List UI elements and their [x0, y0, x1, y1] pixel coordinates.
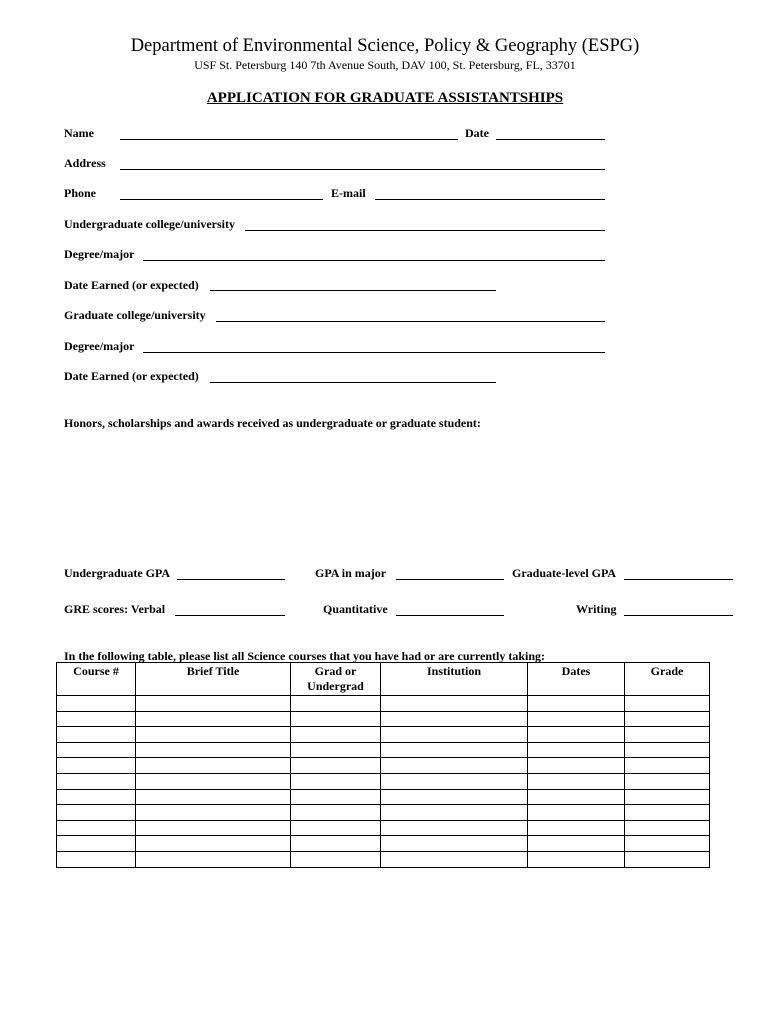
table-cell[interactable]: [528, 773, 625, 789]
table-cell[interactable]: [57, 836, 136, 852]
grad-college-field[interactable]: [216, 321, 605, 322]
address-label: Address: [64, 156, 106, 170]
table-cell[interactable]: [291, 820, 381, 836]
form-title: APPLICATION FOR GRADUATE ASSISTANTSHIPS: [206, 90, 564, 106]
table-row: [57, 805, 710, 821]
col-institution: Institution: [381, 663, 528, 696]
table-cell[interactable]: [528, 836, 625, 852]
gre-verbal-field[interactable]: [175, 615, 285, 616]
grad-date-earned-label: Date Earned (or expected): [64, 369, 199, 383]
writing-field[interactable]: [624, 615, 733, 616]
writing-label: Writing: [576, 602, 617, 616]
table-cell[interactable]: [381, 820, 528, 836]
table-instruction: In the following table, please list all Science courses that you have had or are currently taking:: [64, 649, 545, 663]
table-cell[interactable]: [528, 805, 625, 821]
undergrad-date-earned-field[interactable]: [210, 290, 496, 291]
col-dates: Dates: [528, 663, 625, 696]
table-cell[interactable]: [136, 820, 291, 836]
table-cell[interactable]: [528, 789, 625, 805]
grad-college-label: Graduate college/university: [64, 308, 206, 322]
table-cell[interactable]: [57, 773, 136, 789]
table-cell[interactable]: [57, 805, 136, 821]
table-row: [57, 820, 710, 836]
table-cell[interactable]: [136, 727, 291, 743]
table-row: [57, 742, 710, 758]
gpa-major-field[interactable]: [396, 579, 504, 580]
courses-table-header: [57, 663, 710, 696]
table-row: [57, 836, 710, 852]
table-cell[interactable]: [57, 758, 136, 774]
email-field[interactable]: [375, 199, 605, 200]
quantitative-label: Quantitative: [323, 602, 388, 616]
table-cell[interactable]: [528, 742, 625, 758]
table-cell[interactable]: [528, 711, 625, 727]
table-cell[interactable]: [291, 773, 381, 789]
col-grade: Grade: [625, 663, 710, 696]
gpa-major-label: GPA in major: [315, 566, 387, 580]
department-address: USF St. Petersburg 140 7th Avenue South, DAV 100, St. Petersburg, FL, 33701: [194, 58, 576, 72]
table-cell[interactable]: [136, 711, 291, 727]
table-cell[interactable]: [291, 836, 381, 852]
table-cell[interactable]: [625, 696, 710, 712]
table-cell[interactable]: [381, 758, 528, 774]
table-cell[interactable]: [381, 711, 528, 727]
table-cell[interactable]: [57, 711, 136, 727]
table-cell[interactable]: [381, 696, 528, 712]
table-cell[interactable]: [381, 805, 528, 821]
table-row: [57, 789, 710, 805]
email-label: E-mail: [331, 186, 366, 200]
table-cell[interactable]: [625, 742, 710, 758]
phone-label: Phone: [64, 186, 97, 200]
table-cell[interactable]: [625, 805, 710, 821]
table-cell[interactable]: [625, 820, 710, 836]
gre-verbal-label: GRE scores: Verbal: [64, 602, 166, 616]
table-row: [57, 758, 710, 774]
courses-table: [56, 662, 710, 868]
table-cell[interactable]: [625, 836, 710, 852]
table-cell[interactable]: [136, 758, 291, 774]
table-cell[interactable]: [381, 836, 528, 852]
undergrad-degree-field[interactable]: [143, 260, 605, 261]
col-grad-undergrad: [291, 663, 381, 696]
table-cell[interactable]: [136, 851, 291, 867]
undergrad-college-label: Undergraduate college/university: [64, 217, 235, 231]
table-cell[interactable]: [625, 851, 710, 867]
undergrad-college-field[interactable]: [245, 230, 605, 231]
undergrad-gpa-field[interactable]: [177, 579, 285, 580]
table-cell[interactable]: [625, 711, 710, 727]
grad-degree-label: Degree/major: [64, 339, 135, 353]
undergrad-date-earned-label: Date Earned (or expected): [64, 278, 199, 292]
grad-gpa-field[interactable]: [624, 579, 733, 580]
col-course-number: Course #: [57, 663, 136, 696]
table-row: [57, 851, 710, 867]
phone-field[interactable]: [120, 199, 323, 200]
table-cell[interactable]: [528, 727, 625, 743]
table-cell[interactable]: [136, 805, 291, 821]
table-cell[interactable]: [625, 773, 710, 789]
table-row: [57, 696, 710, 712]
table-cell[interactable]: [136, 789, 291, 805]
table-cell[interactable]: [625, 727, 710, 743]
honors-area[interactable]: [64, 436, 704, 556]
table-row: [57, 711, 710, 727]
undergrad-degree-label: Degree/major: [64, 247, 135, 261]
table-cell[interactable]: [57, 820, 136, 836]
department-title: Department of Environmental Science, Policy & Geography (ESPG): [130, 36, 640, 56]
name-label: Name: [64, 126, 94, 140]
name-field[interactable]: [120, 139, 458, 140]
grad-date-earned-field[interactable]: [210, 382, 496, 383]
table-cell[interactable]: [381, 789, 528, 805]
table-row: [57, 727, 710, 743]
table-cell[interactable]: [528, 851, 625, 867]
date-field[interactable]: [496, 139, 605, 140]
table-cell[interactable]: [625, 758, 710, 774]
table-cell[interactable]: [528, 820, 625, 836]
col-brief-title: Brief Title: [136, 663, 291, 696]
table-cell[interactable]: [57, 789, 136, 805]
table-cell[interactable]: [291, 851, 381, 867]
table-cell[interactable]: [625, 789, 710, 805]
table-cell[interactable]: [57, 696, 136, 712]
table-cell[interactable]: [291, 758, 381, 774]
table-cell[interactable]: [136, 836, 291, 852]
quantitative-field[interactable]: [396, 615, 504, 616]
table-cell[interactable]: [381, 773, 528, 789]
undergrad-gpa-label: Undergraduate GPA: [64, 566, 171, 580]
table-cell[interactable]: [291, 727, 381, 743]
address-field[interactable]: [120, 169, 605, 170]
table-cell[interactable]: [381, 851, 528, 867]
grad-gpa-label: Graduate-level GPA: [512, 566, 617, 580]
table-cell[interactable]: [381, 742, 528, 758]
col-grad-undergrad-label: Grad or Undergrad: [307, 664, 364, 693]
table-cell[interactable]: [291, 789, 381, 805]
grad-degree-field[interactable]: [143, 352, 605, 353]
table-cell[interactable]: [381, 727, 528, 743]
table-cell[interactable]: [57, 742, 136, 758]
table-cell[interactable]: [57, 727, 136, 743]
table-cell[interactable]: [136, 773, 291, 789]
table-cell[interactable]: [528, 758, 625, 774]
table-cell[interactable]: [291, 805, 381, 821]
table-cell[interactable]: [291, 696, 381, 712]
table-cell[interactable]: [57, 851, 136, 867]
table-cell[interactable]: [291, 711, 381, 727]
table-cell[interactable]: [528, 696, 625, 712]
table-cell[interactable]: [291, 742, 381, 758]
honors-label: Honors, scholarships and awards received as undergraduate or graduate student:: [64, 416, 481, 430]
date-label: Date: [465, 126, 489, 140]
table-row: [57, 773, 710, 789]
table-cell[interactable]: [136, 742, 291, 758]
table-cell[interactable]: [136, 696, 291, 712]
